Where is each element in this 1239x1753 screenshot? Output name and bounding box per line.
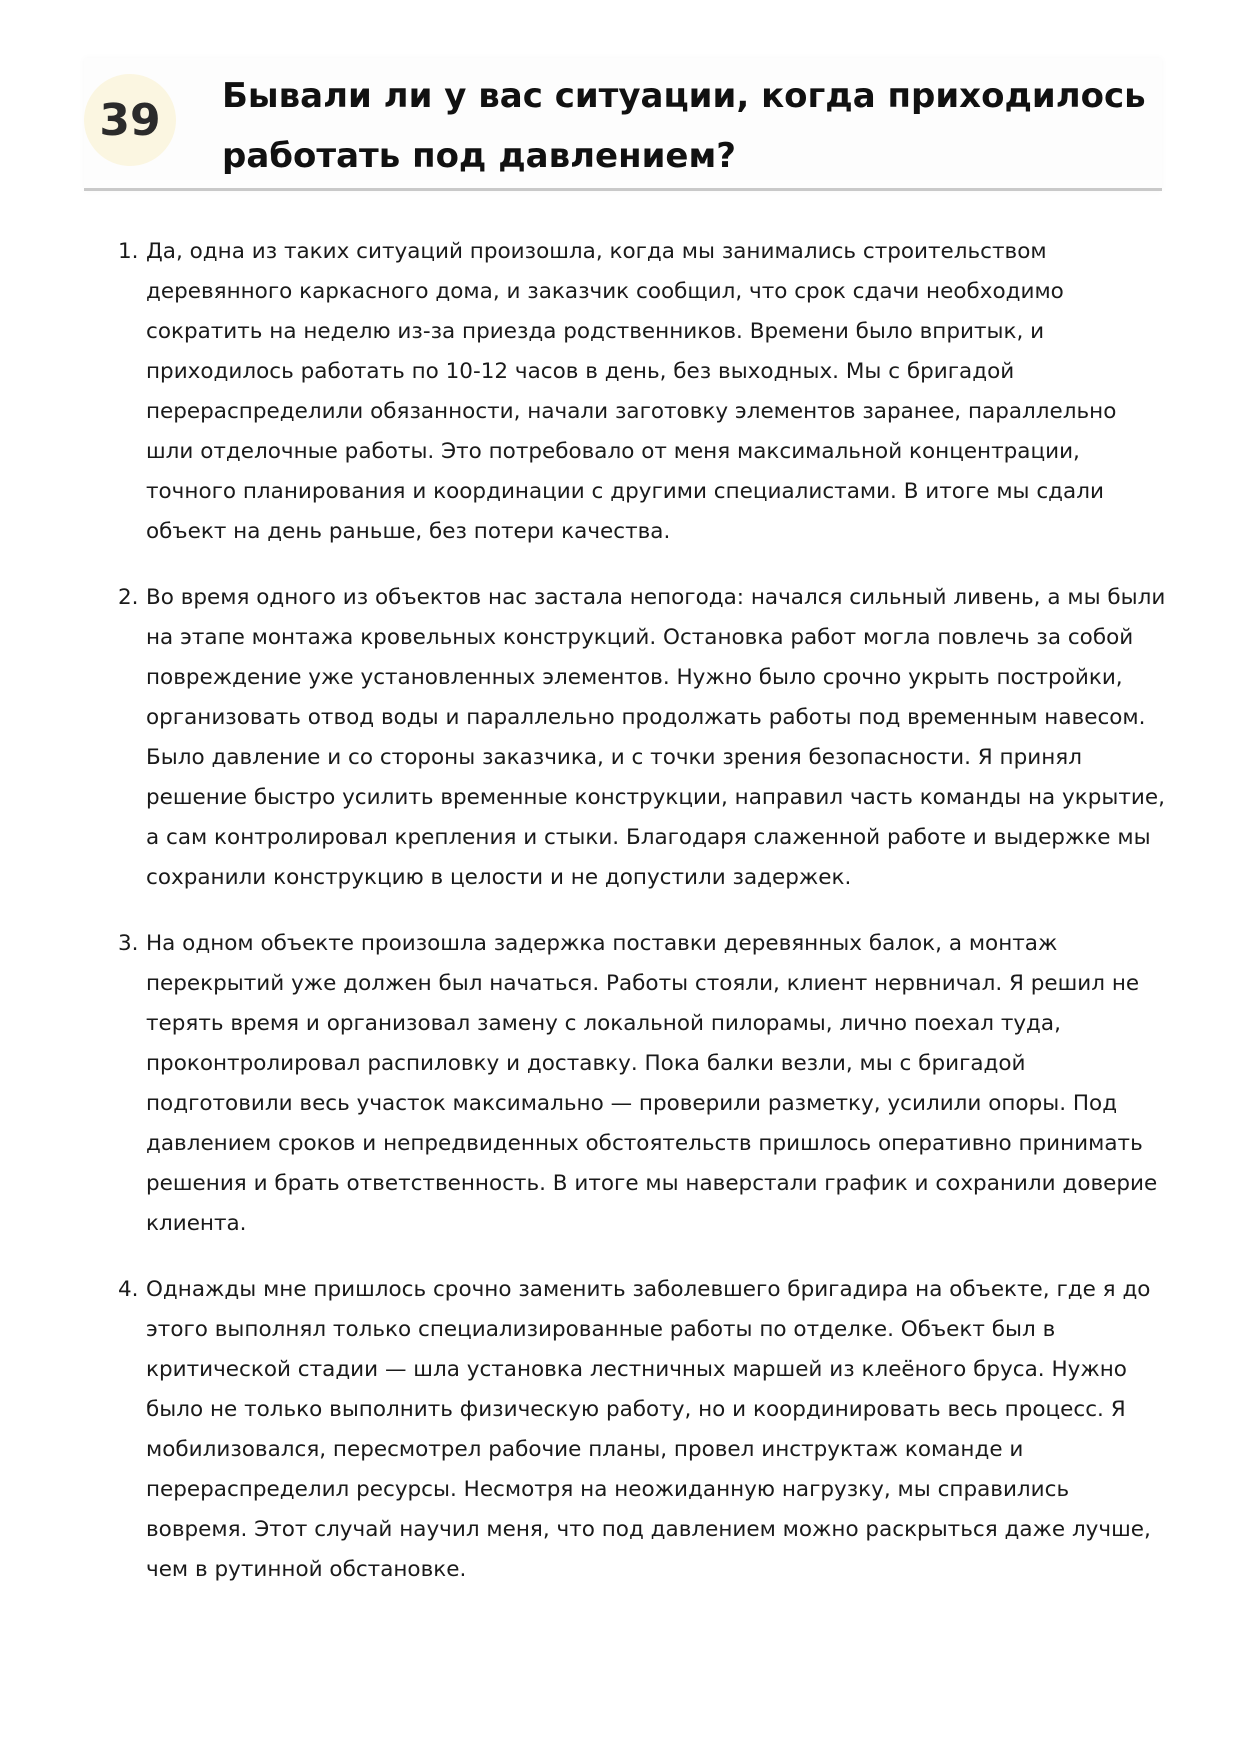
answer-number: 2. bbox=[118, 585, 139, 610]
answer-item bbox=[116, 232, 1166, 552]
answer-item bbox=[116, 578, 1166, 898]
answer-text: На одном объекте произошла задержка поставки деревянных балок, а монтаж перекрытий уже должен был начаться. Работы стояли, клиент нервничал. Я решил не терять время и организовал замену с локальной пилорамы, лично поехал туда, проконтролировал распиловку и доставку. Пока балки везли, мы с бригадой подготовили весь участок максимально — проверили разметку, усилили опоры. Под давлением сроков и непредвиденных обстоятельств пришлось оперативно принимать решения и брать ответственность. В итоге мы наверстали график и сохранили доверие клиента. bbox=[146, 931, 1158, 1236]
answer-text: Однажды мне пришлось срочно заменить заболевшего бригадира на объекте, где я до этого выполнял только специализированные работы по отделке. Объект был в критической стадии — шла установка лестничных маршей из клеёного бруса. Нужно было не только выполнить физическую работу, но и координировать весь процесс. Я мобилизовался, пересмотрел рабочие планы, провел инструктаж команде и перераспределил ресурсы. Несмотря на неожиданную нагрузку, мы справились вовремя. Этот случай научил меня, что под давлением можно раскрыться даже лучше, чем в рутинной обстановке. bbox=[146, 1277, 1151, 1582]
answer-number: 3. bbox=[118, 931, 139, 956]
answer-text: Во время одного из объектов нас застала непогода: начался сильный ливень, а мы были на этапе монтажа кровельных конструкций. Остановка работ могла повлечь за собой повреждение уже установленных элементов. Нужно было срочно укрыть постройки, организовать отвод воды и параллельно продолжать работы под временным навесом. Было давление и со стороны заказчика, и с точки зрения безопасности. Я принял решение быстро усилить временные конструкции, направил часть команды на укрытие, а сам контролировал крепления и стыки. Благодаря слаженной работе и выдержке мы сохранили конструкцию в целости и не допустили задержек. bbox=[146, 585, 1166, 890]
answer-number: 1. bbox=[118, 239, 139, 264]
question-title: Бывали ли у вас ситуации, когда приходилось работать под давлением? bbox=[222, 76, 1146, 176]
answer-item bbox=[116, 1270, 1166, 1590]
question-number-badge: 39 bbox=[84, 74, 176, 166]
answers-list bbox=[116, 232, 1166, 1616]
question-header bbox=[84, 58, 1162, 191]
answer-number: 4. bbox=[118, 1277, 139, 1302]
answer-item bbox=[116, 924, 1166, 1244]
answer-text: Да, одна из таких ситуаций произошла, когда мы занимались строительством деревянного каркасного дома, и заказчик сообщил, что срок сдачи необходимо сократить на неделю из-за приезда родственников. Времени было впритык, и приходилось работать по 10-12 часов в день, без выходных. Мы с бригадой перераспределили обязанности, начали заготовку элементов заранее, параллельно шли отделочные работы. Это потребовало от меня максимальной концентрации, точного планирования и координации с другими специалистами. В итоге мы сдали объект на день раньше, без потери качества. bbox=[146, 239, 1117, 544]
